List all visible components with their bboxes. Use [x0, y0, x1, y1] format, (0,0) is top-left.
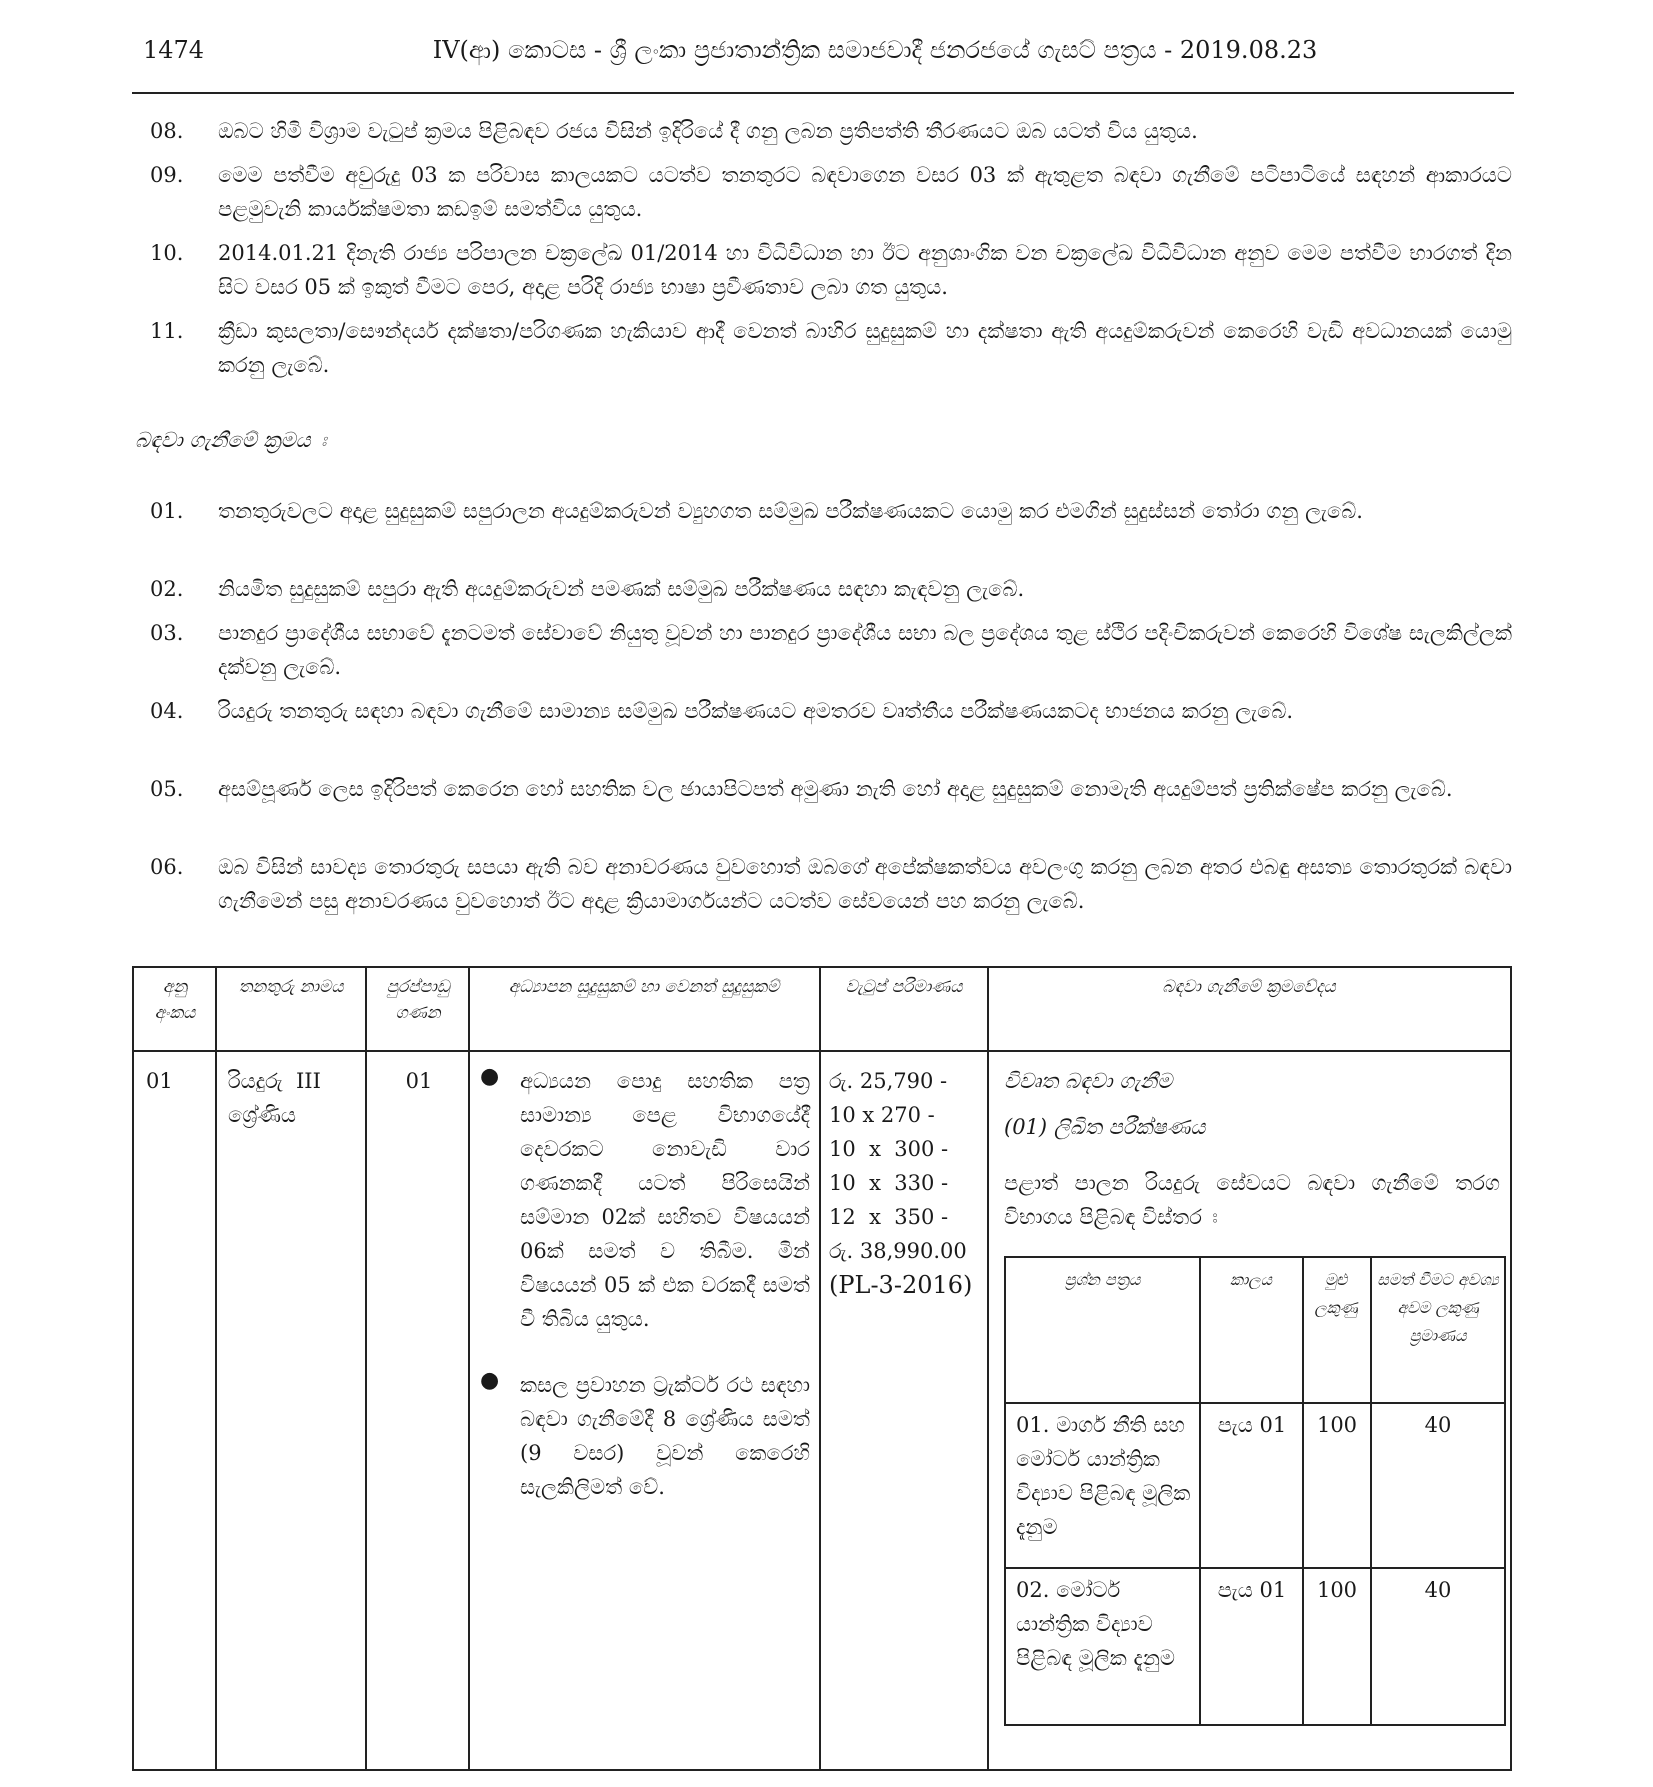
header-serial: අනු අංකය [154, 977, 196, 1023]
exam-table-divider [1302, 1258, 1304, 1724]
exam-total: 100 [1316, 1413, 1358, 1437]
item-number: 04. [150, 699, 184, 723]
salary-line: රු. 38,990.00 [829, 1239, 967, 1263]
item-number: 10. [150, 241, 184, 265]
qualification-text: අධ්‍යයන පොදු සහතික පත්‍ර සාමාන්‍ය පෙළ විභාගයේදී දෙවරකට නොවැඩි වාර ගණනකදී යටත් පිරිසෙයින් සම්මාන 02ක් සහිතව විෂයයන් 06ක් සමත් ව තිබීම. මින් විෂයයන් 05 ක් එක වරකදී සමත් වී තිබිය යුතුය. [520, 1069, 810, 1331]
exam-table [1004, 1256, 1506, 1726]
salary-code: (PL-3-2016) [829, 1271, 973, 1299]
salary-line: 10 x 270 - [829, 1103, 935, 1127]
exam-header-pass: සමත් වීමට අවශ්‍ය අවම ලකුණු ප්‍රමාණය [1377, 1270, 1499, 1345]
method-description: පළාත් පාලන රියදුරු සේවයට බඳවා ගැනීමේ තරග විභාගය පිළිබඳ විස්තර ඃ [1004, 1171, 1500, 1229]
item-number: 03. [150, 621, 184, 645]
item-number: 11. [150, 319, 184, 343]
item-number: 02. [150, 577, 184, 601]
item-number: 01. [150, 499, 184, 523]
exam-header-time: කාලය [1230, 1270, 1272, 1289]
table-divider [215, 968, 217, 1769]
header-qualifications: අධ්‍යාපන සුදුසුකම් හා වෙනත් සුදුසුකම් [508, 977, 780, 997]
exam-paper: 01. මාර්ග නීති සහ මෝටර් යාන්ත්‍රික විද්‍යාව පිළිබඳ මූලික දැනුම [1016, 1413, 1191, 1539]
exam-pass-mark: 40 [1424, 1578, 1452, 1602]
row-serial: 01 [146, 1069, 173, 1093]
gazette-title: IV(ආ) කොටස - ශ්‍රී ලංකා ප්‍රජාතාන්ත්‍රික සමාජවාදී ජනරජයේ ගැසට් පත්‍රය - 2019.08.23 [432, 36, 1318, 64]
bullet-icon: ● [480, 1064, 500, 1089]
salary-line: රු. 25,790 - [829, 1069, 948, 1093]
table-divider [468, 968, 470, 1769]
header-salary: වැටුප් පරිමාණය [845, 977, 963, 997]
table-divider [365, 968, 367, 1769]
item-text: තනතුරුවලට අදාළ සුදුසුකම් සපුරාලන අයදුම්කරුවන් ව්‍යුහගත සම්මුඛ පරීක්ෂණයකට යොමු කර එමගින් සුදුස්සන් තෝරා ගනු ලැබේ. [218, 499, 1363, 523]
exam-time: පැය 01 [1217, 1413, 1287, 1437]
exam-total: 100 [1316, 1578, 1358, 1602]
vacancy-table [132, 966, 1512, 1771]
table-divider [987, 968, 989, 1769]
table-header-divider [134, 1050, 1510, 1052]
item-text: 2014.01.21 දිනැති රාජ්‍ය පරිපාලන චක්‍රලේඛ 01/2014 හා විධිවිධාන හා ඊට අනුශාංගික වන චක්‍රලේඛ විධිවිධාන අනුව මෙම පත්වීම භාරගත් දින සිට වසර 05 ක් ඉකුත් වීමට පෙර, අදාළ පරිදි රාජ්‍ය භාෂා ප්‍රවීණතාව ලබා ගත යුතුය. [218, 241, 1512, 299]
salary-line: 10 x 300 - [829, 1137, 949, 1161]
item-text: මෙම පත්වීම අවුරුදු 03 ක පරිවාස කාලයකට යටත්ව තනතුරට බඳවාගෙන වසර 03 ක් ඇතුළත බඳවා ගැනීමේ පටිපාටියේ සඳහන් ආකාරයට පළමුවැනි කාර්යක්ෂමතා කඩඉම් සමත්විය යුතුය. [218, 163, 1512, 221]
item-text: ඔබ විසින් සාවද්‍ය තොරතුරු සපයා ඇති බව අනාවරණය වුවහොත් ඔබගේ අපේක්ෂකත්වය අවලංගු කරනු ලබන අතර එබඳු අසත්‍ය තොරතුරක් බඳවා ගැනීමෙන් පසු අනාවරණය වුවහොත් ඊට අදාළ ක්‍රියාමාර්ගයන්ට යටත්ව සේවයෙන් පහ කරනු ලැබේ. [218, 855, 1512, 913]
header-vacancies: පුරප්පාඩු ගණන [386, 977, 450, 1023]
exam-pass-mark: 40 [1424, 1413, 1452, 1437]
item-text: නියමිත සුදුසුකම් සපුරා ඇති අයදුම්කරුවන් පමණක් සම්මුඛ පරීක්ෂණය සඳහා කැඳවනු ලැබේ. [218, 577, 1025, 601]
exam-header-paper: ප්‍රශ්න පත්‍රය [1064, 1270, 1141, 1289]
row-vacancies: 01 [405, 1069, 433, 1093]
item-text: ක්‍රීඩා කුසලතා/සෞන්දර්ය දක්ෂතා/පරිගණක හැකියාව ආදී වෙනත් බාහිර සුදුසුකම් හා දක්ෂතා ඇති අයදුම්කරුවන් කෙරෙහි වැඩි අවධානයක් යොමු කරනු ලැබේ. [218, 319, 1512, 377]
header-divider [132, 92, 1514, 94]
header-method: බඳවා ගැනීමේ ක්‍රමවේදය [1162, 977, 1336, 997]
item-text: ඔබට හිමි විශ්‍රාම වැටුප් ක්‍රමය පිළිබඳව රජය විසින් ඉදිරියේ දී ගනු ලබන ප්‍රතිපත්ති තීරණයට ඔබ යටත් විය යුතුය. [218, 119, 1198, 143]
method-title: විවෘත බඳවා ගැනීම [1004, 1069, 1173, 1093]
page-number: 1474 [143, 36, 205, 64]
exam-table-header-divider [1006, 1402, 1504, 1404]
exam-table-row-divider [1006, 1567, 1504, 1569]
exam-header-total: මුළු ලකුණු [1314, 1270, 1358, 1317]
item-number: 06. [150, 855, 184, 879]
header-post: තනතුරු නාමය [238, 977, 344, 997]
exam-time: පැය 01 [1217, 1578, 1287, 1602]
row-post: රියදුරු III [228, 1069, 321, 1093]
item-text: පානදුර ප්‍රාදේශීය සභාවේ දැනටමත් සේවාවේ නියුතු වූවන් හා පානදුර ප්‍රාදේශීය සභා බල ප්‍රදේශය තුළ ස්ථිර පදිංචිකරුවන් කෙරෙහි විශේෂ සැලකිල්ලක් දක්වනු ලැබේ. [218, 621, 1512, 679]
row-post-grade: ශ්‍රේණිය [228, 1103, 296, 1127]
bullet-icon: ● [480, 1368, 500, 1393]
item-number: 09. [150, 163, 184, 187]
exam-table-divider [1370, 1258, 1372, 1724]
section-heading: බඳවා ගැනීමේ ක්‍රමය ඃ [135, 428, 327, 452]
table-divider [819, 968, 821, 1769]
method-subtitle: (01) ලිඛිත පරීක්ෂණය [1004, 1115, 1206, 1139]
item-text: රියදුරු තනතුරු සඳහා බඳවා ගැනීමේ සාමාන්‍ය සම්මුඛ පරීක්ෂණයට අමතරව වෘත්තීය පරීක්ෂණයකටද භාජනය කරනු ලැබේ. [218, 699, 1294, 723]
exam-paper: 02. මෝටර් යාන්ත්‍රික විද්‍යාව පිළිබඳ මූලික දැනුම [1016, 1578, 1175, 1670]
item-text: අසම්පූර්ණ ලෙස ඉදිරිපත් කෙරෙන හෝ සහතික වල ඡායාපිටපත් අමුණා නැති හෝ අදාළ සුදුසුකම් නොමැති අයදුම්පත් ප්‍රතික්ෂේප කරනු ලැබේ. [218, 777, 1453, 801]
item-number: 08. [150, 119, 184, 143]
item-number: 05. [150, 777, 184, 801]
qualification-text: කසල ප්‍රවාහන ට්‍රැක්ටර් රථ සඳහා බඳවා ගැනීමේදී 8 ශ්‍රේණිය සමත් (9 වසර) වූවන් කෙරෙහි සැලකිලිමත් වේ. [520, 1373, 810, 1499]
salary-line: 12 x 350 - [829, 1205, 949, 1229]
salary-line: 10 x 330 - [829, 1171, 949, 1195]
exam-table-divider [1199, 1258, 1201, 1724]
